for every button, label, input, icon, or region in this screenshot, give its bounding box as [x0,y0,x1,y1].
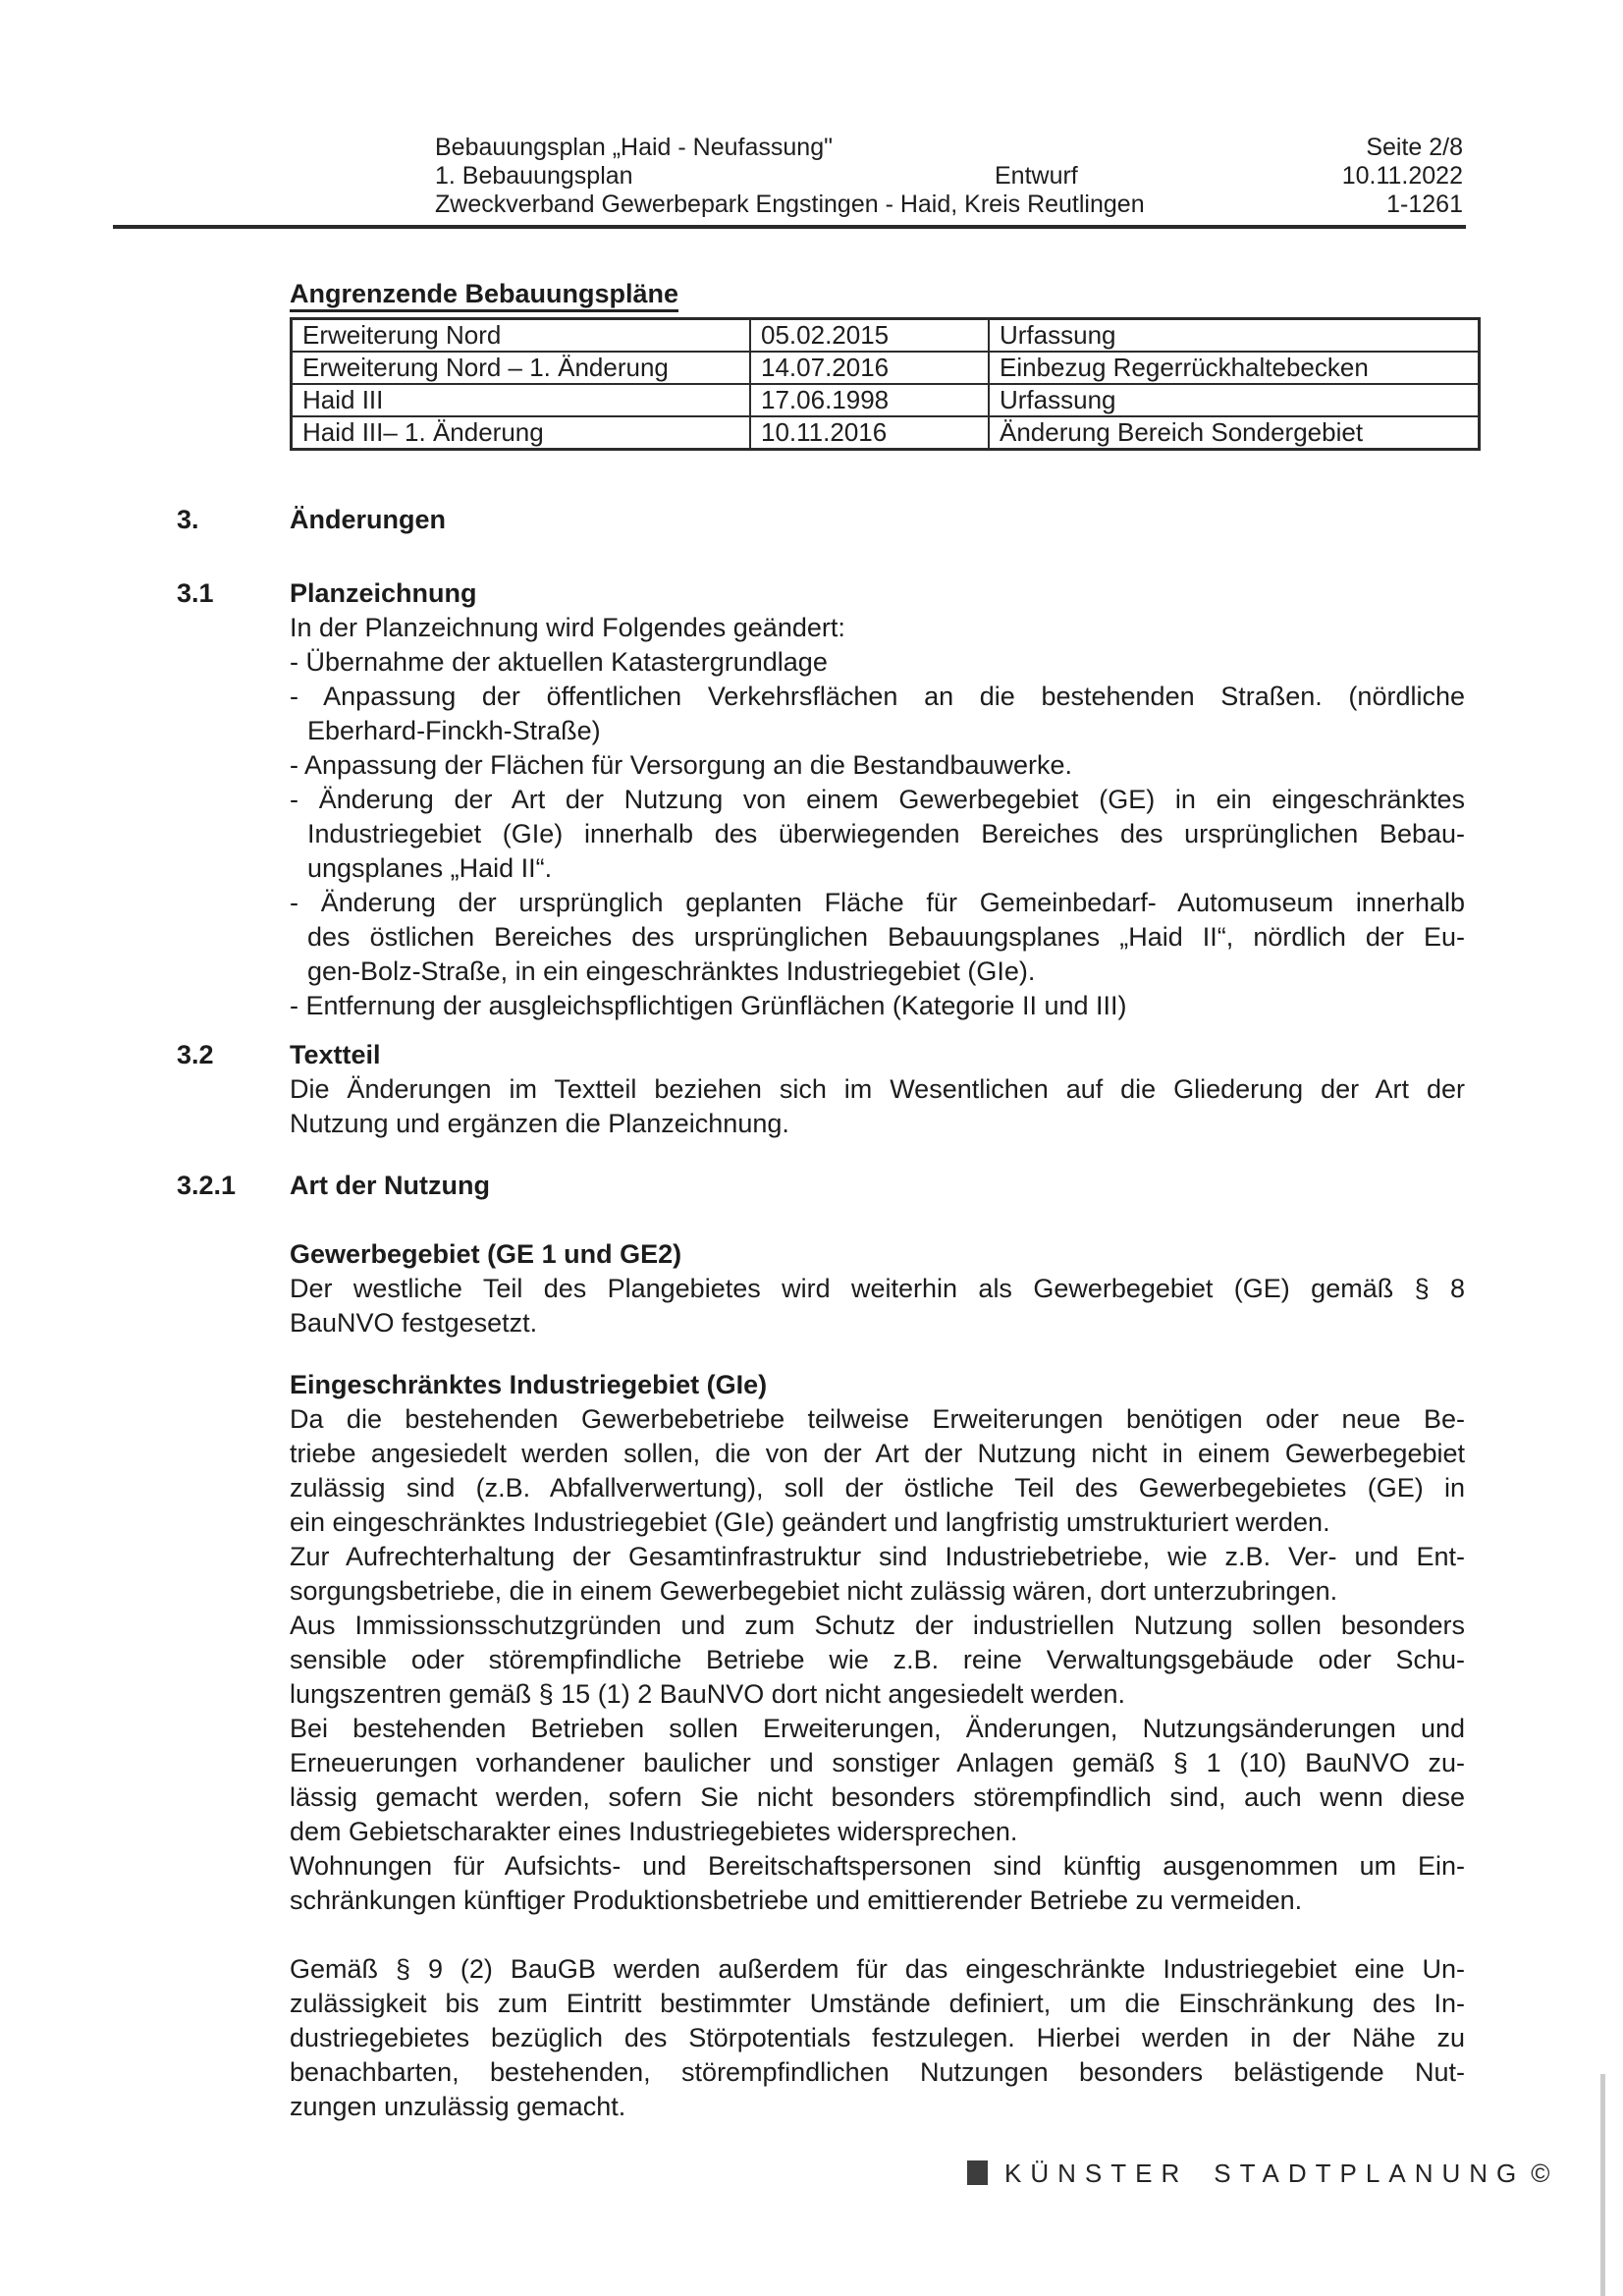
table-row [292,352,1480,384]
authority-name: Zweckverband Gewerbepark Engstingen - Haid, Kreis Reutlingen [435,191,1145,218]
subsection-heading: Gewerbegebiet (GE 1 und GE2) [290,1239,682,1269]
section-3 [177,503,1465,537]
text-line: zulässigkeit bis zum Eintritt bestimmter Umstände definiert, um die Einschränkung des In- [290,1989,1465,2018]
text-line: dem Gebietscharakter eines Industriegebietes widersprechen. [290,1817,1018,1846]
text-line: Erneuerungen vorhandener baulicher und sonstiger Anlagen gemäß § 1 (10) BauNVO zu- [290,1748,1465,1777]
text-line: dustriegebietes bezüglich des Störpotentials festzulegen. Hierbei werden in der Nähe zu [290,2023,1465,2052]
status-label: Entwurf [995,162,1078,190]
paragraph-group [290,1952,1465,2124]
table-row [292,384,1480,416]
scan-edge-artifact [1600,2074,1605,2296]
paragraph-group [290,1272,1465,1340]
section-3-1 [177,576,1465,1023]
document-title: Bebauungsplan „Haid - Neufassung" [435,134,833,161]
table-row [292,319,1480,353]
text-line: lungszentren gemäß § 15 (1) 2 BauNVO dort nicht angesiedelt werden. [290,1679,1125,1709]
text-line: ungsplanes „Haid II“. [307,853,553,883]
paragraph [290,1712,1465,1849]
header-row-3 [435,191,1463,219]
text-line: BauNVO festgesetzt. [290,1308,538,1338]
text-line: zungen unzulässig gemacht. [290,2092,626,2121]
adjacent-plans-table [290,317,1481,451]
text-line: Da die bestehenden Gewerbebetriebe teilweise Erweiterungen benötigen oder neue Be- [290,1404,1465,1434]
text-line: lässig gemacht werden, sofern Sie nicht besonders störempfindlich sind, auch wenn diese [290,1782,1465,1812]
table-cell: 14.07.2016 [750,352,989,384]
section-body [290,576,1465,1023]
section-title: Art der Nutzung [290,1171,490,1200]
section-number: 3. [177,505,199,534]
section-number: 3.2 [177,1040,214,1069]
intro-line: In der Planzeichnung wird Folgendes geändert: [290,613,845,642]
table-title-text: Angrenzende Bebauungspläne [290,279,678,312]
text-line: - Entfernung der ausgleichspflichtigen Grünflächen (Kategorie II und III) [290,991,1127,1020]
paragraph [290,1609,1465,1712]
bullet-item [290,989,1465,1023]
adjacent-plans-section [290,279,1473,451]
subsection-gewerbegebiet [290,1237,1465,1340]
page-header [435,134,1463,219]
text-line: - Übernahme der aktuellen Katastergrundlage [290,647,828,677]
page-number: Seite 2/8 [1366,134,1463,161]
text-line: Die Änderungen im Textteil beziehen sich im Wesentlichen auf die Gliederung der Art der [290,1074,1465,1104]
text-line: Nutzung und ergänzen die Planzeichnung. [290,1109,789,1138]
text-line: ein eingeschränktes Industriegebiet (GIe) geändert und langfristig umstrukturiert werden. [290,1507,1330,1537]
footer-company-word: STADTPLANUNG [1214,2159,1526,2188]
table-cell: Änderung Bereich Sondergebiet [989,416,1480,450]
text-line: zulässig sind (z.B. Abfallverwertung), soll der östliche Teil des Gewerbegebietes (GE) in [290,1473,1465,1503]
document-date: 10.11.2022 [1341,162,1463,190]
text-line: sorgungsbetriebe, die in einem Gewerbegebiet nicht zulässig wären, dort unterzubringen. [290,1576,1338,1606]
plan-type: 1. Bebauungsplan [435,162,633,190]
section-title: Planzeichnung [290,578,477,608]
table-title [290,279,1473,312]
document-number: 1-1261 [1386,191,1463,218]
paragraph-group [290,1402,1465,1918]
bullet-item [290,748,1465,783]
footer-company-name: KÜNSTER [1004,2159,1189,2188]
text-line: Der westliche Teil des Plangebietes wird weiterhin als Gewerbegebiet (GE) gemäß § 8 [290,1274,1465,1303]
table-cell: Urfassung [989,384,1480,416]
text-line: Gemäß § 9 (2) BauGB werden außerdem für das eingeschränkte Industriegebiet eine Un- [290,1954,1465,1984]
text-line: Bei bestehenden Betrieben sollen Erweiterungen, Änderungen, Nutzungsänderungen und [290,1714,1465,1743]
paragraph [290,1952,1465,2124]
bullet-item [290,680,1465,748]
text-line: gen-Bolz-Straße, in ein eingeschränktes Industriegebiet (GIe). [307,957,1036,986]
text-line: - Änderung der Art der Nutzung von einem Gewerbegebiet (GE) in ein eingeschränktes [290,785,1465,814]
subsection-baugb [290,1952,1465,2124]
document-body [177,503,1465,2124]
text-line: sensible oder störempfindliche Betriebe wie z.B. reine Verwaltungsgebäude oder Schu- [290,1645,1465,1674]
bullet-item [290,645,1465,680]
bullet-item [290,783,1465,886]
table-cell: Erweiterung Nord [292,319,751,353]
text-line: schränkungen künftiger Produktionsbetriebe und emittierender Betriebe zu vermeiden. [290,1886,1303,1915]
text-line: - Änderung der ursprünglich geplanten Fläche für Gemeinbedarf- Automuseum innerhalb [290,888,1465,917]
paragraph-group [290,1072,1465,1141]
table-cell: 17.06.1998 [750,384,989,416]
table-cell: 10.11.2016 [750,416,989,450]
text-line: - Anpassung der Flächen für Versorgung an die Bestandbauwerke. [290,750,1073,780]
section-body [290,1038,1465,1141]
header-row-1 [435,134,1463,162]
table-cell: Erweiterung Nord – 1. Änderung [292,352,751,384]
text-line: Zur Aufrechterhaltung der Gesamtinfrastruktur sind Industriebetriebe, wie z.B. Ver- und Ent- [290,1542,1465,1571]
copyright-symbol: © [1531,2159,1550,2188]
paragraph [290,1540,1465,1609]
text-line: - Anpassung der öffentlichen Verkehrsflächen an die bestehenden Straßen. (nördliche [290,682,1465,711]
bullet-item [290,886,1465,989]
section-number: 3.2.1 [177,1171,237,1200]
text-line: Wohnungen für Aufsichts- und Bereitschaftspersonen sind künftig ausgenommen um Ein- [290,1851,1465,1881]
text-line: Industriegebiet (GIe) innerhalb des überwiegenden Bereiches des ursprünglichen Bebau- [307,819,1465,848]
kuenster-logo-square-icon [967,2160,988,2185]
table-row [292,416,1480,450]
text-line: Aus Immissionsschutzgründen und zum Schutz der industriellen Nutzung sollen besonders [290,1611,1465,1640]
paragraph [290,1072,1465,1141]
section-number: 3.1 [177,578,214,608]
table-cell: Einbezug Regerrückhaltebecken [989,352,1480,384]
section-body [290,1169,1465,2124]
subsection-heading: Eingeschränktes Industriegebiet (GIe) [290,1370,768,1399]
header-row-2 [435,162,1463,191]
page-footer [967,2159,1549,2188]
paragraph [290,1272,1465,1340]
text-line: triebe angesiedelt werden sollen, die von der Art der Nutzung nicht in einem Gewerbegebiet [290,1439,1465,1468]
section-title: Textteil [290,1040,381,1069]
paragraph [290,1402,1465,1540]
table-cell: 05.02.2015 [750,319,989,353]
text-line: des östlichen Bereiches des ursprünglichen Bebauungsplanes „Haid II“, nördlich der Eu- [307,922,1465,952]
header-divider [113,225,1466,229]
table-cell: Haid III [292,384,751,416]
text-line: benachbarten, bestehenden, störempfindlichen Nutzungen besonders belästigende Nut- [290,2057,1465,2087]
section-3-2-1 [177,1169,1465,2124]
text-line: Eberhard-Finckh-Straße) [307,716,601,745]
section-3-2 [177,1038,1465,1141]
bullet-list [290,645,1465,1023]
table-cell: Haid III– 1. Änderung [292,416,751,450]
subsection-industriegebiet [290,1368,1465,1918]
section-title: Änderungen [290,505,446,534]
paragraph [290,1849,1465,1918]
table-cell: Urfassung [989,319,1480,353]
